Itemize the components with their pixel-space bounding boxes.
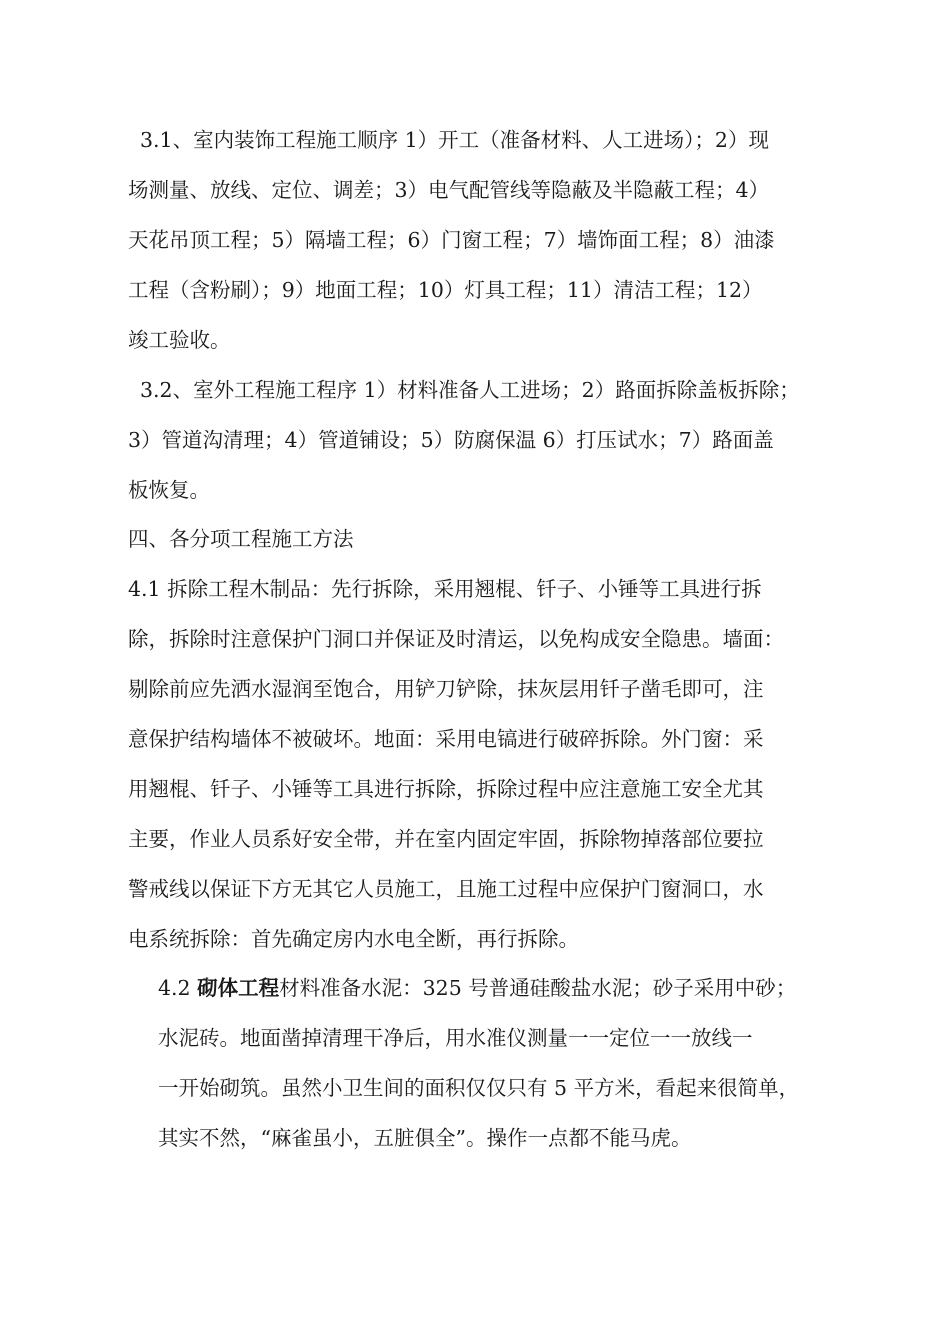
section-4-2-line-2: 水泥砖。地面凿掉清理干净后，用水准仪测量一一定位一一放线一 [158, 1026, 753, 1050]
section-3-1-line-4: 工程（含粉刷）；9）地面工程；10）灯具工程；11）清洁工程；12） [128, 278, 763, 302]
section-4-2-bold-title: 砌体工程 [197, 976, 280, 1000]
section-4-2-first-line-rest: 材料准备水泥：325 号普通硅酸盐水泥；砂子采用中砂； [279, 976, 797, 1000]
section-3-1-line-5: 竣工验收。 [128, 328, 231, 352]
section-3-1-line-1: 3.1、室内装饰工程施工顺序 1）开工（准备材料、人工进场）；2）现 [140, 128, 769, 152]
section-4-1-line-5: 用翘棍、钎子、小锤等工具进行拆除，拆除过程中应注意施工安全尤其 [128, 777, 764, 801]
section-4-1-line-4: 意保护结构墙体不被破坏。地面：采用电镐进行破碎拆除。外门窗：采 [128, 727, 764, 751]
section-4-heading: 四、各分项工程施工方法 [128, 527, 354, 551]
section-3-1-line-2: 场测量、放线、定位、调差；3）电气配管线等隐蔽及半隐蔽工程；4） [128, 178, 770, 202]
section-4-2-line-3: 一开始砌筑。虽然小卫生间的面积仅仅只有 5 平方米，看起来很简单， [158, 1076, 800, 1100]
section-4-1-line-3: 剔除前应先洒水湿润至饱合，用铲刀铲除，抹灰层用钎子凿毛即可，注 [128, 677, 764, 701]
section-3-2-line-1: 3.2、室外工程施工程序 1）材料准备人工进场；2）路面拆除盖板拆除； [140, 378, 800, 402]
section-4-1-line-8: 电系统拆除：首先确定房内水电全断，再行拆除。 [128, 927, 579, 951]
section-4-2-number: 4.2 [158, 976, 198, 1000]
section-4-1-line-6: 主要，作业人员系好安全带，并在室内固定牢固，拆除物掉落部位要拉 [128, 827, 764, 851]
section-4-2-line-4: 其实不然，“麻雀虽小，五脏俱全”。操作一点都不能马虎。 [158, 1126, 692, 1150]
section-4-2-line-1 [158, 974, 796, 1002]
section-4-1-line-1: 4.1 拆除工程木制品：先行拆除，采用翘棍、钎子、小锤等工具进行拆 [128, 577, 762, 601]
section-4-1-line-7: 警戒线以保证下方无其它人员施工，且施工过程中应保护门窗洞口，水 [128, 877, 764, 901]
section-3-1-line-3: 天花吊顶工程；5）隔墙工程；6）门窗工程；7）墙饰面工程；8）油漆 [128, 228, 775, 252]
section-3-2-line-3: 板恢复。 [128, 478, 210, 502]
section-3-2-line-2: 3）管道沟清理；4）管道铺设；5）防腐保温 6）打压试水；7）路面盖 [128, 428, 774, 452]
section-4-1-line-2: 除，拆除时注意保护门洞口并保证及时清运，以免构成安全隐患。墙面： [128, 627, 784, 651]
